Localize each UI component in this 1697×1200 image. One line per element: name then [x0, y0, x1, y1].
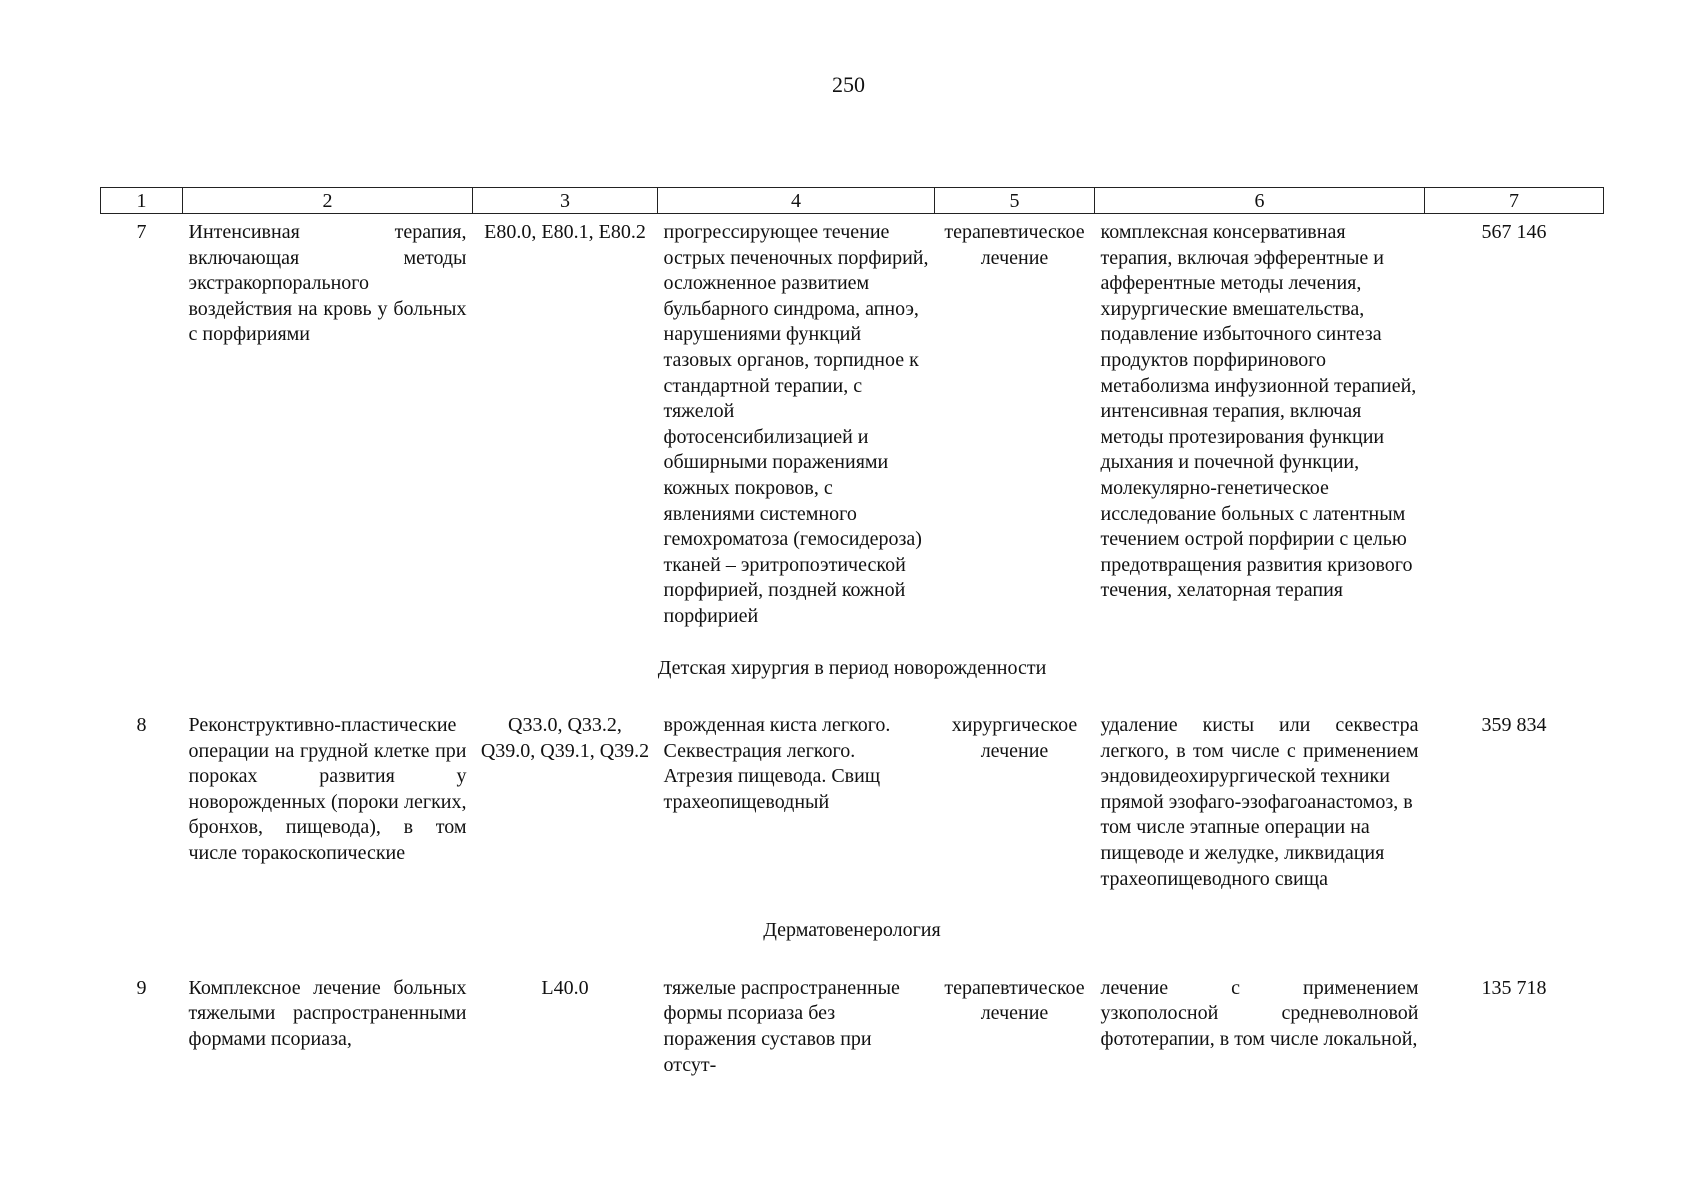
- method-paragraph: прямой эзофаго-эзофагоанастомоз, в том числе этапные операции на пищеводе и желудке, ликвидация трахеопищеводного свища: [1100, 790, 1413, 890]
- treatment-method: [1095, 707, 1425, 892]
- method-paragraph: удаление кисты или секвестра легкого, в том числе с применением эндовидеохирургической техники: [1100, 714, 1419, 788]
- patient-model: прогрессирующее течение острых печеночных порфирий, осложненное развитием бульбарного синдрома, апноэ, нарушениями функций тазовых органов, торпидное к стандартной терапии, с тяжелой фотосенсибилизацией и обширными поражениями кожных покровов, с явлениями системного гемохроматоза (гемосидероза) тканей – эритропоэтической порфирией, поздней кожной порфирией: [663, 221, 929, 627]
- treatment-type: терапевтическое лечение: [944, 976, 1085, 1025]
- section-row: [101, 892, 1604, 970]
- row-number: 7: [136, 221, 147, 243]
- column-header: 6: [1095, 188, 1425, 214]
- column-header: 7: [1425, 188, 1604, 214]
- section-row: [101, 630, 1604, 708]
- column-header: 2: [183, 188, 473, 214]
- table-row: [101, 970, 1604, 1078]
- icd-codes: Q33.0, Q33.2, Q39.0, Q39.1, Q39.2: [480, 714, 650, 762]
- method-paragraph: лечение с применением узкополосной средневолновой фототерапии, в том числе локальной,: [1100, 976, 1419, 1051]
- section-title: Детская хирургия в период новорожденности: [657, 656, 1047, 679]
- table-row: [101, 707, 1604, 892]
- services-table: [100, 187, 1604, 1078]
- row-number: 8: [136, 714, 147, 737]
- service-name: Реконструктивно-пластические операции на грудной клетке при пороках развития у новорожденных (пороки легких, бронхов, пищевода), в том числе торакоскопические: [188, 714, 467, 865]
- service-name: Комплексное лечение больных тяжелыми распространенными формами псориаза,: [188, 976, 467, 1051]
- patient-model: врожденная киста легкого. Секвестрация легкого. Атрезия пищевода. Свищ трахеопищеводный: [663, 714, 891, 813]
- column-header: 4: [658, 188, 935, 214]
- service-name: Интенсивная терапия, включающая методы экстракорпорального воздействия на кровь у больных с порфириями: [188, 221, 467, 346]
- cost: 567 146: [1481, 221, 1547, 243]
- treatment-method: [1095, 214, 1425, 630]
- treatment-method: [1095, 970, 1425, 1078]
- method-paragraph: комплексная консервативная терапия, включая эфферентные и афферентные методы лечения, хирургические вмешательства, подавление избыточного синтеза продуктов порфиринового метаболизма инфузионной терапией, интенсивная терапия, включая методы протезирования функции дыхания и почечной функции, молекулярно-генетическое исследование больных с латентным течением острой порфирии с целью предотвращения развития кризового течения, хелаторная терапия: [1100, 221, 1417, 602]
- page-number: 250: [832, 72, 865, 97]
- column-header: 1: [101, 188, 183, 214]
- section-title: Дерматовенерология: [763, 919, 941, 942]
- cost: 359 834: [1481, 714, 1547, 737]
- icd-codes: E80.0, E80.1, E80.2: [484, 221, 646, 243]
- patient-model: тяжелые распространенные формы псориаза без поражения суставов при отсут-: [663, 976, 900, 1076]
- table-row: [101, 214, 1604, 630]
- treatment-type: терапевтическое лечение: [944, 221, 1085, 269]
- icd-codes: L40.0: [541, 976, 589, 999]
- column-header: 5: [935, 188, 1095, 214]
- row-number: 9: [136, 976, 147, 999]
- column-header: 3: [473, 188, 658, 214]
- cost: 135 718: [1481, 976, 1547, 999]
- header-row: [101, 188, 1604, 214]
- treatment-type: хирургическое лечение: [951, 714, 1078, 762]
